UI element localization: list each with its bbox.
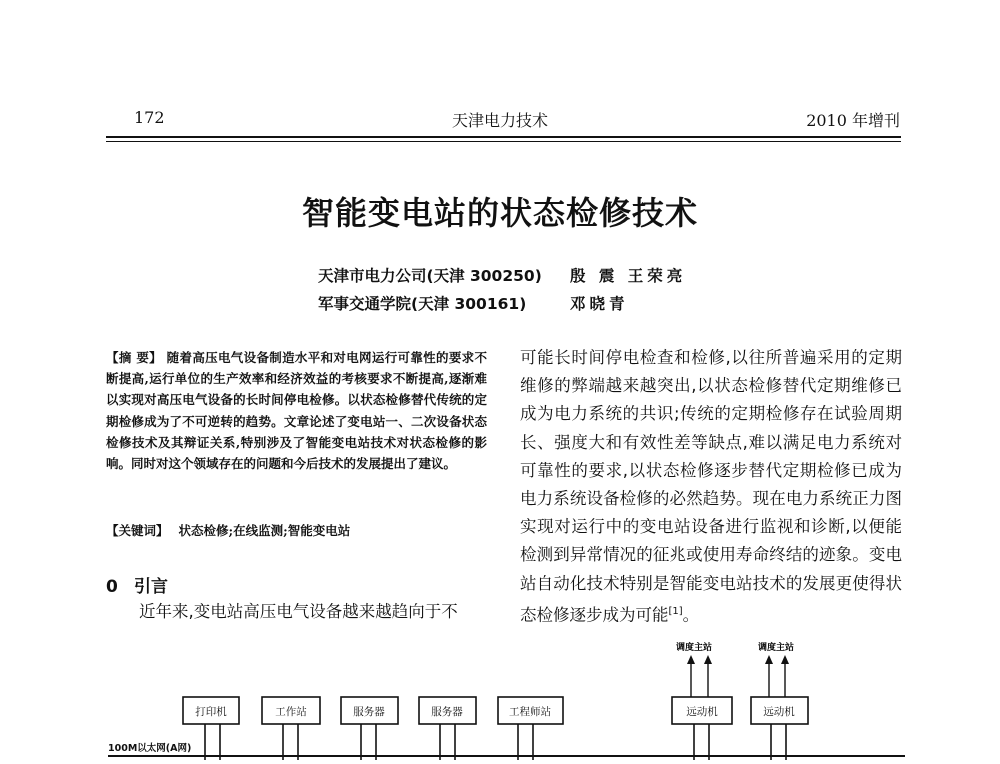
journal-name: 天津电力技术 bbox=[451, 111, 548, 130]
network-diagram bbox=[0, 635, 1000, 764]
page-number: 172 bbox=[134, 108, 165, 127]
header-rule bbox=[106, 136, 901, 138]
keywords bbox=[106, 520, 487, 541]
dispatch-label-2: 调度主站 bbox=[758, 643, 795, 653]
abstract bbox=[106, 347, 487, 474]
server-label-2: 服务器 bbox=[431, 706, 463, 718]
header-rule-thin bbox=[106, 141, 901, 142]
arrow-head-1 bbox=[687, 655, 695, 664]
keywords-label: 【关键词】 bbox=[106, 523, 169, 538]
printer-label: 打印机 bbox=[195, 706, 227, 718]
intro-paragraph-start: 近年来,变电站高压电气设备越来越趋向于不 bbox=[139, 602, 458, 621]
authors-1: 殷 震 王荣亮 bbox=[570, 266, 687, 285]
authors-2: 邓晓青 bbox=[570, 294, 629, 313]
arrow-heads bbox=[687, 655, 789, 664]
affiliation-1: 天津市电力公司(天津 300250) bbox=[318, 267, 542, 285]
drop-lines bbox=[205, 724, 786, 760]
article-title: 智能变电站的状态检修技术 bbox=[301, 194, 698, 232]
network-diagram-svg bbox=[0, 635, 1000, 760]
telecontrol-label-2: 远动机 bbox=[763, 706, 795, 718]
reference-mark: [1] bbox=[668, 605, 683, 617]
body-right-text: 可能长时间停电检查和检修,以往所普遍采用的定期维修的弊端越来越突出,以状态检修替代定期维修已成为电力系统的共识;传统的定期检修存在试验周期长、强度大和有效性差等缺点,难以满足电力系统对可靠性的要求,以状态检修逐步替代定期检修已成为电力系统设备检修的必然趋势。现在电力系统正力图实现对运行中的变电站设备进行监视和诊断,以便能检测到异常情况的征兆或使用寿命终结的迹象。变电站自动化技术特别是智能变电站技术的发展更使得状态检修逐步成为可能 bbox=[520, 348, 902, 625]
keywords-text: 状态检修;在线监测;智能变电站 bbox=[178, 523, 351, 538]
body-right-end: 。 bbox=[682, 605, 700, 625]
section-number: 0 bbox=[106, 577, 118, 597]
telecontrol-label-1: 远动机 bbox=[686, 706, 718, 718]
engineer-station-label: 工程师站 bbox=[509, 706, 551, 718]
affiliation-2: 军事交通学院(天津 300161) bbox=[318, 295, 527, 313]
arrow-head-4 bbox=[781, 655, 789, 664]
dispatch-label-1: 调度主站 bbox=[676, 643, 713, 653]
uplink-arrows bbox=[691, 661, 785, 697]
abstract-text: 随着高压电气设备制造水平和对电网运行可靠性的要求不断提高,运行单位的生产效率和经济效益的考核要求不断提高,逐渐难以实现对高压电气设备的长时间停电检修。以状态检修替代传统的定期检修成为了不可逆转的趋势。文章论述了变电站一、二次设备状态检修技术及其辩证关系,特别涉及了智能变电站技术对状态检修的影响。同时对这个领域存在的问题和今后技术的发展提出了建议。 bbox=[106, 350, 487, 472]
section-title: 引言 bbox=[134, 577, 168, 597]
issue-label: 2010 年增刊 bbox=[806, 111, 900, 130]
server-label-1: 服务器 bbox=[353, 706, 385, 718]
section-heading bbox=[106, 572, 168, 597]
arrow-head-2 bbox=[704, 655, 712, 664]
arrow-head-3 bbox=[765, 655, 773, 664]
network-bus-label: 100M以太网(A网) bbox=[108, 743, 192, 754]
workstation-label: 工作站 bbox=[275, 706, 307, 718]
body-text-right bbox=[520, 344, 902, 630]
abstract-label: 【摘 要】 bbox=[106, 350, 162, 365]
